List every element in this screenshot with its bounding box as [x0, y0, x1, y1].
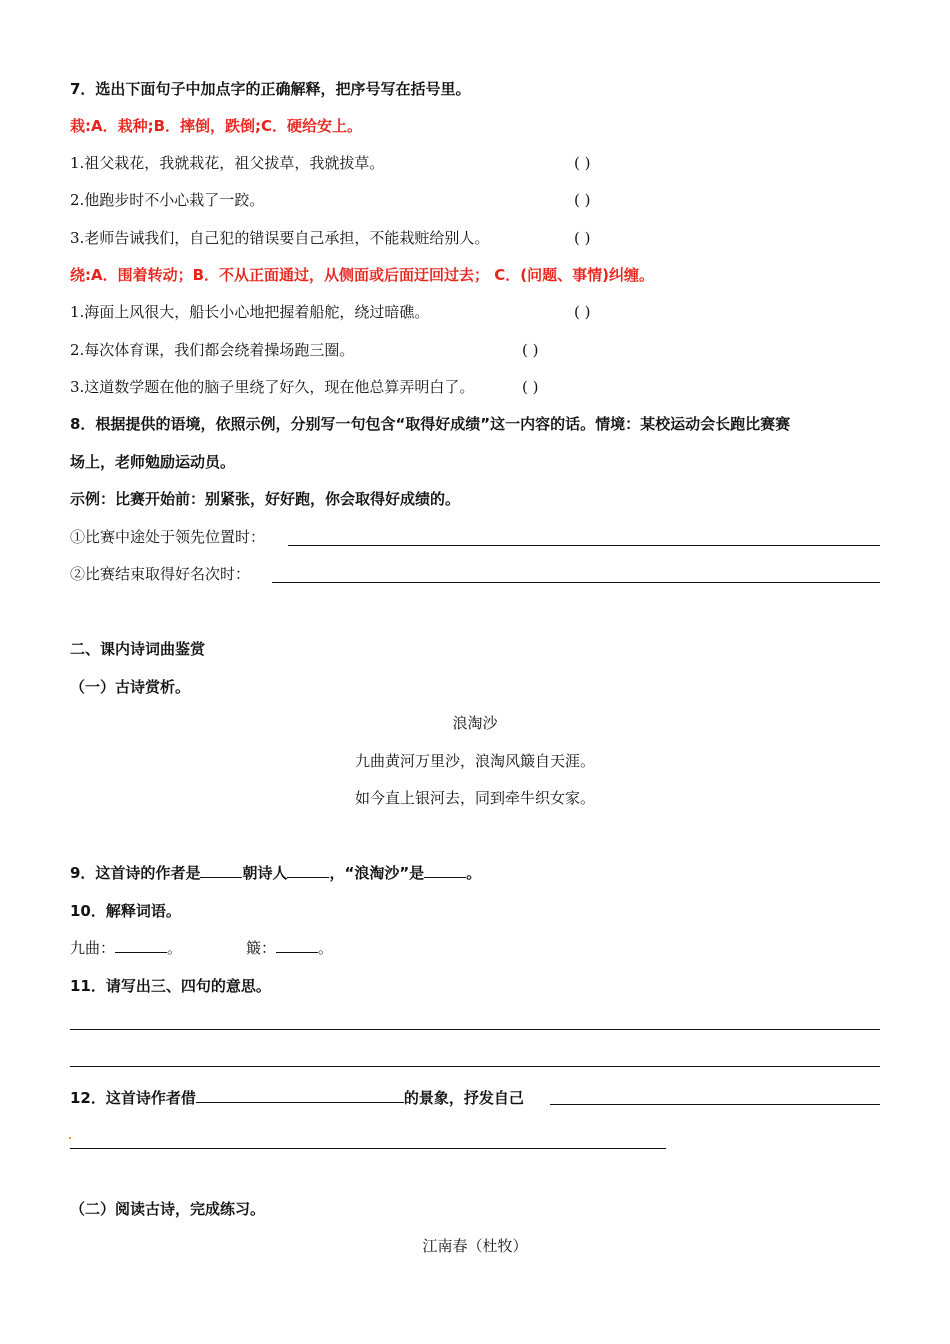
q7-rao-item-2: 2.每次体育课，我们都会绕着操场跑三圈。: [70, 341, 355, 359]
q7-zai-item-2: 2.他跑步时不小心栽了一跤。: [70, 191, 265, 209]
q9-blank-dynasty[interactable]: [200, 863, 242, 878]
poem-title: 浪淘沙: [452, 714, 498, 732]
answer-blank[interactable]: ( ): [574, 154, 591, 172]
poem-line-2: 如今直上银河去，同到牵牛织女家。: [354, 789, 595, 807]
section2-heading: 二、课内诗词曲鉴赏: [70, 640, 206, 658]
section2-part1-title: （一）古诗赏析。: [70, 678, 191, 696]
answer-blank[interactable]: ( ): [574, 229, 591, 247]
q10-term-bo: 簸：: [246, 939, 277, 957]
q10-items: [70, 937, 333, 959]
q7-rao-definitions: 绕:A．围着转动；B．不从正面通过，从侧面或后面迂回过去； C．(问题、事情)纠缠。: [70, 266, 654, 284]
q8-answer-line-1[interactable]: [288, 545, 880, 546]
part2-title: （二）阅读古诗，完成练习。: [70, 1200, 266, 1218]
q9-text-4: 。: [466, 864, 482, 882]
stray-mark: [69, 1137, 71, 1139]
q8-title-line1: 8．根据提供的语境，依照示例，分别写一句包含“取得好成绩”这一内容的话。情境：某校运动会长跑比赛赛: [70, 415, 791, 433]
q8-answer-line-2[interactable]: [272, 582, 880, 583]
q9-text-1: 9．这首诗的作者是: [70, 864, 201, 882]
q7-title: 7．选出下面句子中加点字的正确解释，把序号写在括号里。: [70, 80, 471, 98]
q9-blank-poet[interactable]: [287, 863, 329, 878]
q7-zai-item-3: 3.老师告诫我们，自己犯的错误要自己承担，不能栽赃给别人。: [70, 229, 490, 247]
q10-end-jiuqu: 。: [167, 939, 183, 957]
q12-blank-scene[interactable]: [196, 1087, 404, 1103]
q12-text-1: 12．这首诗作者借: [70, 1089, 196, 1107]
q7-zai-item-1: 1.祖父栽花，我就栽花，祖父拔草，我就拔草。: [70, 154, 385, 172]
answer-blank[interactable]: ( ): [522, 341, 539, 359]
q10-term-jiuqu: 九曲：: [70, 939, 116, 957]
q9-blank-genre[interactable]: [424, 863, 466, 878]
q10-title: 10．解释词语。: [70, 902, 181, 920]
q10-end-bo: 。: [318, 939, 334, 957]
q8-title-line2: 场上，老师勉励运动员。: [70, 453, 236, 471]
q11-title: 11．请写出三、四句的意思。: [70, 977, 271, 995]
q12-text-2: 的景象，抒发自己: [403, 1089, 524, 1107]
answer-blank[interactable]: ( ): [574, 191, 591, 209]
q8-prompt-1: ①比赛中途处于领先位置时：: [70, 528, 266, 546]
q7-zai-definitions: 栽:A．栽种;B．摔倒，跌倒;C．硬给安上。: [70, 117, 363, 135]
q9-text-2: 朝诗人: [242, 864, 288, 882]
q10-blank-bo[interactable]: [276, 939, 318, 953]
q9: [70, 862, 481, 884]
q12: [70, 1087, 524, 1109]
q11-answer-line-1[interactable]: [70, 1029, 880, 1030]
q11-answer-line-2[interactable]: [70, 1066, 880, 1067]
q9-text-3: ，“浪淘沙”是: [329, 864, 425, 882]
q12-answer-line-1[interactable]: [550, 1104, 880, 1105]
part2-poem-title: 江南春（杜牧）: [422, 1237, 528, 1255]
q7-rao-item-3: 3.这道数学题在他的脑子里绕了好久，现在他总算弄明白了。: [70, 378, 475, 396]
q7-rao-item-1: 1.海面上风很大，船长小心地把握着船舵，绕过暗礁。: [70, 303, 430, 321]
q8-example: 示例：比赛开始前：别紧张，好好跑，你会取得好成绩的。: [70, 490, 461, 508]
answer-blank[interactable]: ( ): [522, 378, 539, 396]
q10-blank-jiuqu[interactable]: [115, 939, 167, 953]
poem-line-1: 九曲黄河万里沙，浪淘风簸自天涯。: [354, 752, 595, 770]
q8-prompt-2: ②比赛结束取得好名次时：: [70, 565, 251, 583]
answer-blank[interactable]: ( ): [574, 303, 591, 321]
q12-answer-line-2[interactable]: [70, 1148, 666, 1149]
